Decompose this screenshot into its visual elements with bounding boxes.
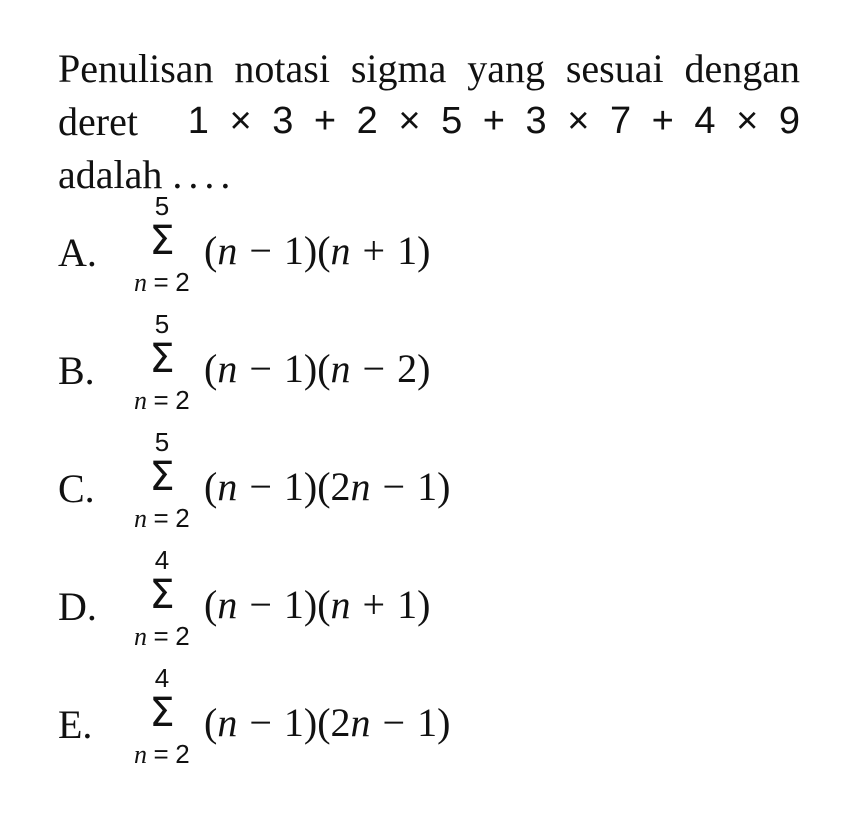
expr-part: ( [204, 582, 218, 627]
option-e[interactable] [58, 665, 758, 775]
expr-operator: − [249, 228, 272, 273]
option-letter: B. [58, 348, 95, 393]
lower-value: 2 [175, 267, 190, 297]
expr-variable: n [217, 228, 238, 273]
expr-variable: n [217, 582, 238, 627]
expr-part: 1) [397, 228, 431, 273]
expr-part: 1)( [283, 346, 331, 391]
sigma-icon: Σ [149, 336, 175, 382]
option-a[interactable] [58, 193, 758, 303]
sigma-icon: Σ [149, 218, 175, 264]
expr-part: 1)( [283, 464, 331, 509]
expr-variable: n [217, 700, 238, 745]
expr-operator: + [362, 228, 386, 273]
expr-part: 1) [397, 582, 431, 627]
expr-part: 1) [417, 464, 451, 509]
question-text [58, 42, 818, 201]
option-letter: A. [58, 230, 97, 275]
option-letter: D. [58, 584, 97, 629]
question-word: adalah [58, 152, 163, 197]
expr-operator: − [249, 700, 272, 745]
expr-part: ( [204, 346, 218, 391]
expr-operator: − [382, 700, 406, 745]
lower-value: 2 [175, 503, 190, 533]
expr-part: ( [204, 228, 218, 273]
sigma-icon: Σ [149, 454, 175, 500]
expr-operator: − [362, 346, 386, 391]
sigma-upper-limit: 4 [154, 545, 170, 575]
question-word: deret [58, 99, 138, 144]
sigma-lower-limit [134, 741, 190, 768]
question-line-1 [58, 42, 800, 95]
summand-expression [204, 582, 431, 627]
expr-variable: n [330, 346, 351, 391]
expr-variable: n [217, 346, 238, 391]
sigma-upper-limit: 5 [154, 191, 170, 221]
sigma-lower-limit [134, 623, 190, 650]
index-variable: n [134, 386, 147, 415]
expr-part: 2) [397, 346, 431, 391]
expr-operator: − [382, 464, 406, 509]
index-variable: n [134, 622, 147, 651]
question-word: yang [467, 46, 545, 91]
expr-operator: + [362, 582, 386, 627]
sigma-icon: Σ [149, 690, 175, 736]
summand-expression [204, 228, 431, 273]
lower-value: 2 [175, 621, 190, 651]
question-word: sigma [350, 46, 447, 91]
summand-expression [204, 464, 451, 509]
expr-part: ( [204, 464, 218, 509]
lower-equals: = [153, 385, 169, 415]
expr-part: 1)( [283, 700, 331, 745]
expr-coefficient: 2 [330, 700, 351, 745]
series-expression: 1 × 3 + 2 × 5 + 3 × 7 + 4 × 9 [187, 100, 800, 142]
lower-value: 2 [175, 385, 190, 415]
question-word: notasi [234, 46, 330, 91]
question-word: Penulisan [58, 46, 214, 91]
expr-part: 1)( [283, 228, 331, 273]
option-d[interactable] [58, 547, 758, 657]
expr-variable: n [350, 700, 371, 745]
sigma-lower-limit [134, 387, 190, 414]
expr-part: ( [204, 700, 218, 745]
option-c[interactable] [58, 429, 758, 539]
index-variable: n [134, 268, 147, 297]
expr-operator: − [249, 582, 272, 627]
option-letter: C. [58, 466, 95, 511]
lower-value: 2 [175, 739, 190, 769]
sigma-upper-limit: 4 [154, 663, 170, 693]
expr-part: 1) [417, 700, 451, 745]
expr-variable: n [330, 228, 351, 273]
lower-equals: = [153, 621, 169, 651]
question-dots: .... [172, 152, 237, 197]
lower-equals: = [153, 267, 169, 297]
summand-expression [204, 346, 431, 391]
index-variable: n [134, 504, 147, 533]
option-letter: E. [58, 702, 93, 747]
lower-equals: = [153, 739, 169, 769]
sigma-icon: Σ [149, 572, 175, 618]
option-b[interactable] [58, 311, 758, 421]
question-word: sesuai [565, 46, 664, 91]
expr-operator: − [249, 346, 272, 391]
question-line-2 [58, 95, 800, 148]
lower-equals: = [153, 503, 169, 533]
sigma-lower-limit [134, 269, 190, 296]
question-word: dengan [684, 46, 800, 91]
sigma-lower-limit [134, 505, 190, 532]
index-variable: n [134, 740, 147, 769]
expr-part: 1)( [283, 582, 331, 627]
expr-variable: n [217, 464, 238, 509]
expr-coefficient: 2 [330, 464, 351, 509]
expr-variable: n [330, 582, 351, 627]
sigma-upper-limit: 5 [154, 309, 170, 339]
expr-variable: n [350, 464, 371, 509]
sigma-upper-limit: 5 [154, 427, 170, 457]
expr-operator: − [249, 464, 272, 509]
summand-expression [204, 700, 451, 745]
